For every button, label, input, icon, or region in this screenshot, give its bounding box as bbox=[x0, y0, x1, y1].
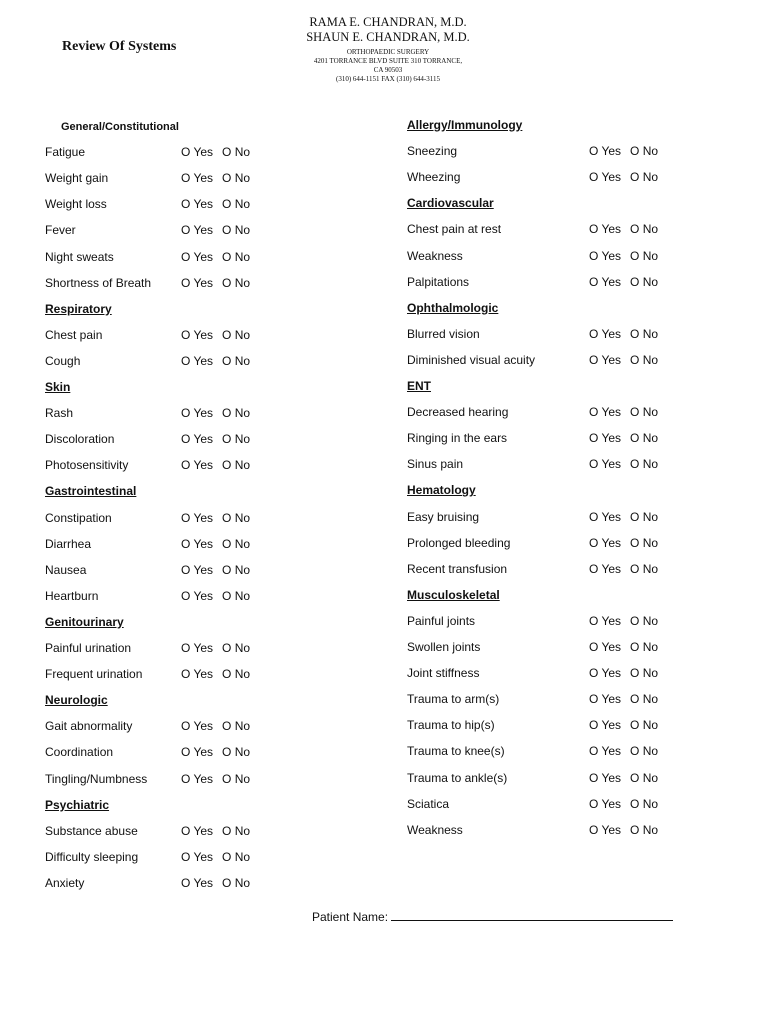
no-option[interactable]: O No bbox=[630, 431, 659, 446]
symptom-label: Diarrhea bbox=[45, 536, 92, 551]
symptom-row bbox=[407, 167, 737, 187]
section-header-row bbox=[407, 115, 737, 135]
symptom-label: Joint stiffness bbox=[407, 666, 480, 681]
symptom-label: Tingling/Numbness bbox=[45, 771, 148, 786]
patient-name-field bbox=[312, 907, 673, 927]
yes-no-options bbox=[181, 821, 259, 841]
yes-option[interactable]: O Yes bbox=[589, 535, 622, 550]
yes-option[interactable]: O Yes bbox=[589, 640, 622, 654]
yes-option[interactable]: O Yes bbox=[589, 431, 622, 446]
symptom-row bbox=[407, 246, 737, 266]
no-option[interactable]: O No bbox=[630, 561, 659, 576]
yes-no-options bbox=[589, 350, 667, 370]
no-option[interactable]: O No bbox=[222, 745, 251, 760]
symptom-label: Recent transfusion bbox=[407, 561, 508, 576]
yes-no-options bbox=[181, 560, 259, 580]
section-header-row bbox=[407, 298, 737, 318]
symptom-row bbox=[45, 638, 345, 658]
symptom-row bbox=[407, 141, 737, 161]
yes-no-options bbox=[589, 141, 667, 161]
symptom-row bbox=[45, 586, 345, 606]
no-option[interactable]: O No bbox=[222, 406, 251, 421]
no-option[interactable]: O No bbox=[222, 719, 251, 734]
no-option[interactable]: O No bbox=[222, 327, 251, 342]
symptom-row bbox=[45, 769, 345, 789]
symptom-label: Sciatica bbox=[407, 796, 450, 811]
symptom-label: Weight loss bbox=[45, 197, 107, 212]
yes-no-options bbox=[589, 663, 667, 683]
yes-option[interactable]: O Yes bbox=[181, 171, 214, 186]
patient-name-input-line[interactable] bbox=[391, 908, 673, 921]
symptom-label: Wheezing bbox=[407, 170, 461, 185]
symptom-row bbox=[45, 873, 345, 893]
yes-option[interactable]: O Yes bbox=[181, 823, 214, 838]
section-title: Genitourinary bbox=[45, 614, 124, 629]
yes-option[interactable]: O Yes bbox=[181, 875, 214, 890]
no-option[interactable]: O No bbox=[222, 249, 251, 264]
practice-info bbox=[288, 48, 488, 84]
symptom-label: Ringing in the ears bbox=[407, 431, 508, 446]
yes-option[interactable]: O Yes bbox=[181, 536, 214, 551]
no-option[interactable]: O No bbox=[222, 432, 251, 447]
symptom-row bbox=[45, 429, 345, 449]
yes-option[interactable]: O Yes bbox=[589, 248, 622, 263]
symptom-label: Coordination bbox=[45, 745, 114, 760]
section-title: Gastrointestinal bbox=[45, 484, 137, 499]
section-title: Neurologic bbox=[45, 693, 108, 708]
symptom-row bbox=[407, 272, 737, 292]
yes-no-options bbox=[589, 559, 667, 579]
symptom-row bbox=[45, 403, 345, 423]
symptom-row bbox=[45, 142, 345, 162]
no-option[interactable]: O No bbox=[630, 613, 659, 628]
yes-no-options bbox=[181, 455, 259, 475]
yes-option[interactable]: O Yes bbox=[589, 352, 622, 367]
yes-no-options bbox=[181, 403, 259, 423]
yes-no-options bbox=[589, 219, 667, 239]
yes-option[interactable]: O Yes bbox=[589, 561, 622, 576]
doctor-name-2: SHAUN E. CHANDRAN, M.D. bbox=[306, 30, 470, 44]
symptom-row bbox=[45, 194, 345, 214]
symptom-row bbox=[45, 664, 345, 684]
no-option[interactable]: O No bbox=[222, 353, 251, 368]
symptom-row bbox=[407, 794, 737, 814]
symptom-label: Night sweats bbox=[45, 249, 114, 264]
yes-option[interactable]: O Yes bbox=[181, 406, 214, 421]
yes-option[interactable]: O Yes bbox=[181, 745, 214, 760]
yes-option[interactable]: O Yes bbox=[181, 223, 214, 238]
doctor-name-1: RAMA E. CHANDRAN, M.D. bbox=[309, 15, 467, 29]
symptom-label: Rash bbox=[45, 406, 74, 421]
yes-no-options bbox=[589, 637, 667, 657]
no-option[interactable]: O No bbox=[630, 405, 659, 420]
section-title: Respiratory bbox=[45, 301, 112, 316]
yes-option[interactable]: O Yes bbox=[589, 744, 622, 759]
yes-option[interactable]: O Yes bbox=[589, 326, 622, 341]
yes-option[interactable]: O Yes bbox=[181, 458, 214, 473]
no-option[interactable]: O No bbox=[630, 248, 659, 263]
yes-no-options bbox=[181, 220, 259, 240]
yes-option[interactable]: O Yes bbox=[589, 222, 622, 237]
no-option[interactable]: O No bbox=[630, 535, 659, 550]
specialty: ORTHOPAEDIC SURGERY bbox=[346, 48, 430, 56]
yes-option[interactable]: O Yes bbox=[181, 588, 214, 603]
section-title: ENT bbox=[407, 379, 431, 393]
symptom-row bbox=[407, 533, 737, 553]
symptom-row bbox=[45, 742, 345, 762]
no-option[interactable]: O No bbox=[630, 170, 659, 185]
symptom-label: Weight gain bbox=[45, 171, 109, 186]
no-option[interactable]: O No bbox=[630, 666, 659, 681]
section-header-row bbox=[407, 585, 737, 605]
yes-no-options bbox=[181, 586, 259, 606]
section-header-row bbox=[45, 612, 345, 632]
yes-no-options bbox=[181, 168, 259, 188]
no-option[interactable]: O No bbox=[630, 744, 659, 759]
symptom-row bbox=[45, 247, 345, 267]
yes-option[interactable]: O Yes bbox=[181, 719, 214, 734]
section-title: Ophthalmologic bbox=[407, 300, 499, 315]
yes-no-options bbox=[181, 325, 259, 345]
symptom-row bbox=[45, 847, 345, 867]
address-line-2: CA 90503 bbox=[373, 66, 403, 74]
symptom-row bbox=[407, 637, 737, 657]
no-option[interactable]: O No bbox=[630, 796, 659, 811]
yes-option[interactable]: O Yes bbox=[181, 849, 214, 864]
symptom-row bbox=[45, 168, 345, 188]
symptom-label: Constipation bbox=[45, 510, 112, 525]
yes-no-options bbox=[181, 769, 259, 789]
yes-no-options bbox=[181, 534, 259, 554]
no-option[interactable]: O No bbox=[222, 510, 251, 525]
yes-option[interactable]: O Yes bbox=[589, 509, 622, 524]
yes-no-options bbox=[589, 402, 667, 422]
symptom-row bbox=[407, 219, 737, 239]
symptom-row bbox=[407, 715, 737, 735]
symptom-label: Discoloration bbox=[45, 432, 115, 447]
no-option[interactable]: O No bbox=[222, 771, 251, 786]
no-option[interactable]: O No bbox=[630, 274, 659, 289]
symptom-row bbox=[407, 741, 737, 761]
section-header-row bbox=[407, 376, 737, 396]
section-header-row bbox=[45, 377, 345, 397]
no-option[interactable]: O No bbox=[630, 692, 659, 707]
section-header-row bbox=[407, 193, 737, 213]
symptom-label: Easy bruising bbox=[407, 509, 480, 524]
symptom-row bbox=[407, 663, 737, 683]
yes-option[interactable]: O Yes bbox=[181, 353, 214, 368]
symptom-label: Difficulty sleeping bbox=[45, 849, 139, 864]
yes-no-options bbox=[181, 142, 259, 162]
yes-no-options bbox=[589, 246, 667, 266]
symptom-label: Cough bbox=[45, 353, 81, 368]
symptom-row bbox=[407, 428, 737, 448]
symptom-label: Painful joints bbox=[407, 613, 476, 628]
yes-option[interactable]: O Yes bbox=[181, 641, 214, 655]
yes-option[interactable]: O Yes bbox=[181, 145, 214, 160]
yes-no-options bbox=[589, 794, 667, 814]
symptom-label: Painful urination bbox=[45, 641, 132, 655]
symptom-label: Fatigue bbox=[45, 145, 86, 160]
no-option[interactable]: O No bbox=[222, 849, 251, 864]
symptom-row bbox=[45, 560, 345, 580]
yes-option[interactable]: O Yes bbox=[589, 666, 622, 681]
symptom-row bbox=[407, 350, 737, 370]
symptom-label: Blurred vision bbox=[407, 326, 480, 341]
yes-no-options bbox=[589, 611, 667, 631]
section-header-row bbox=[45, 795, 345, 815]
no-option[interactable]: O No bbox=[222, 458, 251, 473]
yes-option[interactable]: O Yes bbox=[589, 405, 622, 420]
yes-option[interactable]: O Yes bbox=[589, 170, 622, 185]
symptom-row bbox=[407, 559, 737, 579]
symptom-row bbox=[45, 821, 345, 841]
no-option[interactable]: O No bbox=[222, 667, 251, 682]
yes-option[interactable]: O Yes bbox=[181, 510, 214, 525]
no-option[interactable]: O No bbox=[222, 171, 251, 186]
no-option[interactable]: O No bbox=[630, 822, 659, 837]
yes-option[interactable]: O Yes bbox=[589, 692, 622, 707]
no-option[interactable]: O No bbox=[630, 457, 659, 472]
symptom-label: Chest pain bbox=[45, 327, 103, 342]
no-option[interactable]: O No bbox=[630, 352, 659, 367]
symptom-label: Weakness bbox=[407, 248, 463, 263]
yes-no-options bbox=[181, 873, 259, 893]
no-option[interactable]: O No bbox=[222, 536, 251, 551]
yes-no-options bbox=[181, 247, 259, 267]
symptom-label: Diminished visual acuity bbox=[407, 352, 536, 367]
symptom-row bbox=[407, 402, 737, 422]
symptom-row bbox=[45, 534, 345, 554]
no-option[interactable]: O No bbox=[222, 641, 251, 655]
yes-no-options bbox=[589, 454, 667, 474]
section-title: Cardiovascular bbox=[407, 196, 494, 211]
no-option[interactable]: O No bbox=[630, 509, 659, 524]
yes-option[interactable]: O Yes bbox=[181, 771, 214, 786]
no-option[interactable]: O No bbox=[222, 823, 251, 838]
no-option[interactable]: O No bbox=[222, 562, 251, 577]
symptom-label: Substance abuse bbox=[45, 823, 138, 838]
symptom-row bbox=[407, 324, 737, 344]
section-header-row bbox=[45, 690, 345, 710]
yes-no-options bbox=[181, 742, 259, 762]
yes-option[interactable]: O Yes bbox=[589, 822, 622, 837]
section-title: Psychiatric bbox=[45, 797, 110, 812]
yes-option[interactable]: O Yes bbox=[181, 275, 214, 290]
symptom-label: Chest pain at rest bbox=[407, 222, 502, 237]
no-option[interactable]: O No bbox=[630, 640, 659, 654]
yes-option[interactable]: O Yes bbox=[589, 770, 622, 785]
symptom-label: Swollen joints bbox=[407, 640, 481, 654]
symptom-label: Nausea bbox=[45, 562, 87, 577]
section-header-row bbox=[45, 481, 345, 501]
yes-no-options bbox=[589, 507, 667, 527]
yes-option[interactable]: O Yes bbox=[589, 144, 622, 159]
no-option[interactable]: O No bbox=[630, 144, 659, 159]
no-option[interactable]: O No bbox=[630, 770, 659, 785]
yes-option[interactable]: O Yes bbox=[181, 197, 214, 212]
symptom-label: Prolonged bleeding bbox=[407, 535, 511, 550]
no-option[interactable]: O No bbox=[222, 875, 251, 890]
no-option[interactable]: O No bbox=[222, 223, 251, 238]
no-option[interactable]: O No bbox=[630, 718, 659, 733]
no-option[interactable]: O No bbox=[222, 197, 251, 212]
symptom-label: Palpitations bbox=[407, 274, 470, 289]
yes-no-options bbox=[589, 768, 667, 788]
yes-no-options bbox=[181, 351, 259, 371]
section-title: Musculoskeletal bbox=[407, 587, 500, 602]
section-title: Skin bbox=[45, 380, 71, 394]
symptom-label: Frequent urination bbox=[45, 667, 143, 682]
symptom-label: Trauma to hip(s) bbox=[407, 718, 495, 733]
yes-no-options bbox=[181, 716, 259, 736]
symptom-row bbox=[45, 351, 345, 371]
symptom-label: Weakness bbox=[407, 822, 463, 837]
section-header-row bbox=[407, 480, 737, 500]
symptom-label: Decreased hearing bbox=[407, 405, 509, 420]
symptom-row bbox=[45, 508, 345, 528]
yes-no-options bbox=[181, 273, 259, 293]
no-option[interactable]: O No bbox=[630, 222, 659, 237]
no-option[interactable]: O No bbox=[222, 145, 251, 160]
symptom-label: Sinus pain bbox=[407, 457, 464, 472]
section-header-row bbox=[45, 117, 345, 137]
yes-option[interactable]: O Yes bbox=[181, 327, 214, 342]
doctor-names bbox=[288, 15, 488, 45]
yes-no-options bbox=[589, 820, 667, 840]
phone-fax: (310) 644-1151 FAX (310) 644-3115 bbox=[336, 75, 440, 83]
symptom-row bbox=[45, 273, 345, 293]
yes-option[interactable]: O Yes bbox=[181, 562, 214, 577]
yes-option[interactable]: O Yes bbox=[181, 432, 214, 447]
yes-no-options bbox=[181, 508, 259, 528]
address-line-1: 4201 TORRANCE BLVD SUITE 310 TORRANCE, bbox=[313, 57, 463, 65]
yes-no-options bbox=[589, 324, 667, 344]
section-title: Hematology bbox=[407, 483, 476, 498]
yes-option[interactable]: O Yes bbox=[589, 274, 622, 289]
yes-no-options bbox=[589, 428, 667, 448]
symptom-row bbox=[407, 768, 737, 788]
section-title: Allergy/Immunology bbox=[407, 118, 523, 132]
no-option[interactable]: O No bbox=[222, 588, 251, 603]
yes-no-options bbox=[181, 429, 259, 449]
section-title: General/Constitutional bbox=[61, 121, 179, 133]
symptom-label: Fever bbox=[45, 223, 76, 238]
symptom-label: Trauma to arm(s) bbox=[407, 692, 500, 707]
patient-name-label: Patient Name: bbox=[312, 910, 389, 924]
symptom-label: Trauma to ankle(s) bbox=[407, 770, 508, 785]
symptom-row bbox=[45, 325, 345, 345]
section-header-row bbox=[45, 299, 345, 319]
symptom-label: Anxiety bbox=[45, 875, 85, 890]
symptom-label: Trauma to knee(s) bbox=[407, 744, 505, 759]
yes-no-options bbox=[181, 194, 259, 214]
symptom-label: Gait abnormality bbox=[45, 719, 133, 734]
yes-no-options bbox=[181, 638, 259, 658]
yes-no-options bbox=[589, 741, 667, 761]
symptom-row bbox=[45, 716, 345, 736]
symptom-row bbox=[45, 220, 345, 240]
yes-no-options bbox=[589, 272, 667, 292]
yes-no-options bbox=[181, 847, 259, 867]
yes-no-options bbox=[589, 689, 667, 709]
symptom-label: Heartburn bbox=[45, 588, 99, 603]
symptom-label: Photosensitivity bbox=[45, 458, 129, 473]
symptom-label: Shortness of Breath bbox=[45, 275, 152, 290]
yes-option[interactable]: O Yes bbox=[181, 249, 214, 264]
yes-no-options bbox=[181, 664, 259, 684]
yes-no-options bbox=[589, 167, 667, 187]
yes-option[interactable]: O Yes bbox=[589, 718, 622, 733]
symptom-label: Sneezing bbox=[407, 144, 458, 159]
page-title: Review Of Systems bbox=[62, 39, 177, 54]
symptom-row bbox=[45, 455, 345, 475]
yes-no-options bbox=[589, 533, 667, 553]
yes-no-options bbox=[589, 715, 667, 735]
no-option[interactable]: O No bbox=[222, 275, 251, 290]
symptom-row bbox=[407, 611, 737, 631]
yes-option[interactable]: O Yes bbox=[589, 613, 622, 628]
symptom-row bbox=[407, 820, 737, 840]
symptom-row bbox=[407, 689, 737, 709]
yes-option[interactable]: O Yes bbox=[589, 457, 622, 472]
yes-option[interactable]: O Yes bbox=[181, 667, 214, 682]
symptom-row bbox=[407, 507, 737, 527]
symptom-row bbox=[407, 454, 737, 474]
no-option[interactable]: O No bbox=[630, 326, 659, 341]
yes-option[interactable]: O Yes bbox=[589, 796, 622, 811]
